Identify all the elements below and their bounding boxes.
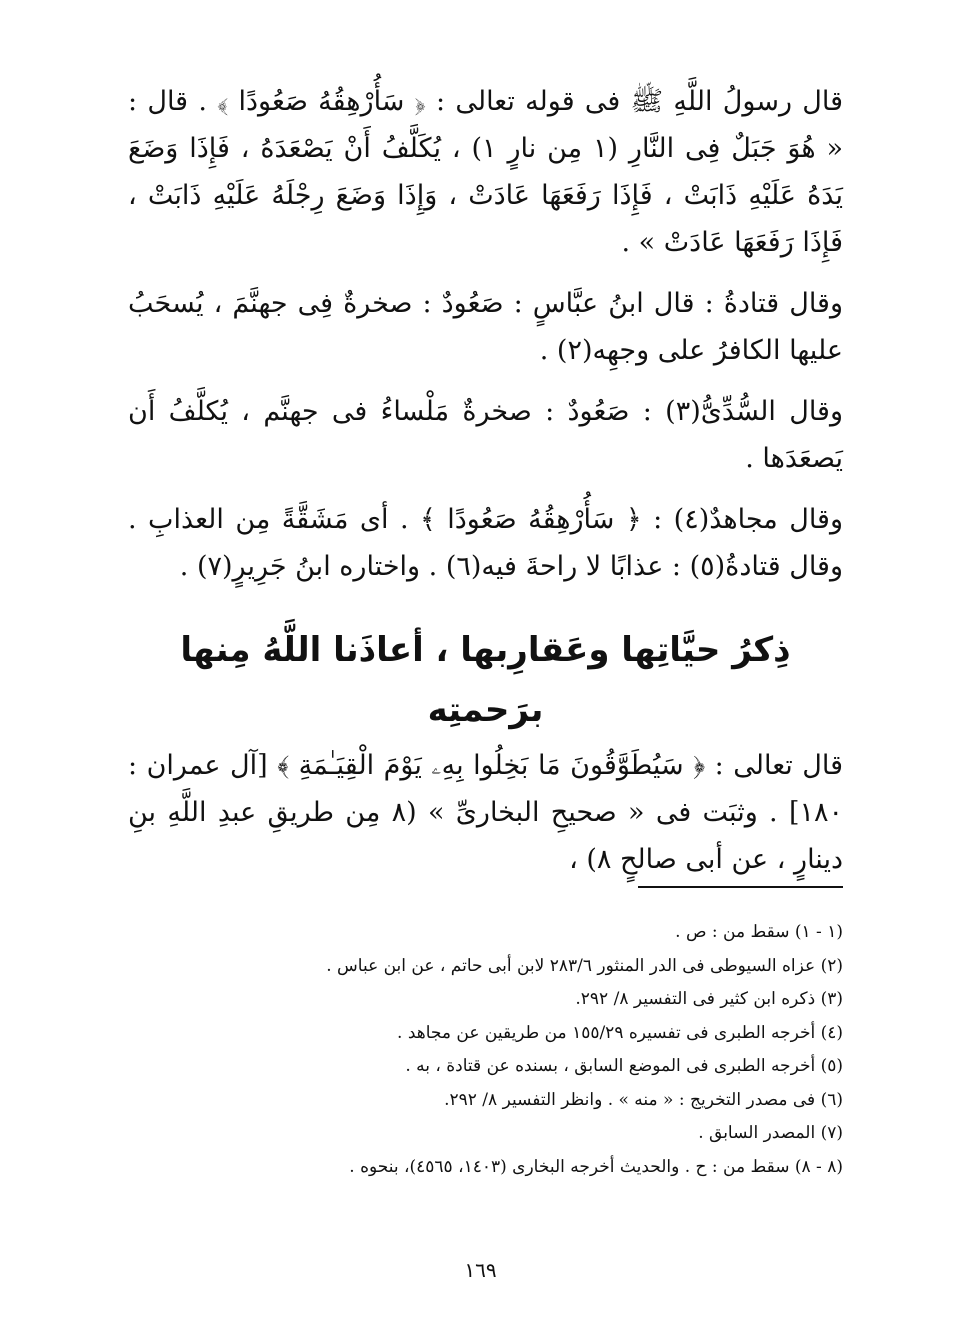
paragraph-hadith: قال رسولُ اللَّهِ ﷺ فى قوله تعالى : ﴿ سَأُرْهِقُهُ صَعُودًا ﴾ . قال : « هُوَ جَبَلٌ فِى النَّارِ (١ مِن نارٍ ١) ، يُكَلَّفُ أَنْ يَصْعَدَهُ ، فَإِذَا وَضَعَ يَدَهُ عَلَيْهِ ذَابَتْ ، فَإِذَا رَفَعَهَا عَادَتْ ، وَإِذَا وَضَعَ رِجْلَهُ عَلَيْهِ ذَابَتْ ، فَإِذَا رَفَعَهَا عَادَتْ » . bbox=[128, 86, 843, 258]
paragraph-mujahid: وقال مجاهدٌ(٤) : ﴿ سَأُرْهِقُهُ صَعُودًا ﴾ . أى مَشَقَّةً مِن العذابِ . وقال قتادةُ(٥) : عذابًا لا راحةَ فيه(٦) . واختاره ابنُ جَرِيرٍ(٧) . bbox=[128, 504, 843, 582]
section-heading: ذِكرُ حيَّاتِها وعَقارِبها ، أعاذَنا اللَّهُ مِنها برَحمتِه bbox=[180, 630, 791, 730]
footnote-item: (٨ - ٨) سقط من : ح . والحديث أخرجه البخارى (١٤٠٣، ٤٥٦٥)، بنحوه . bbox=[349, 1156, 843, 1177]
footnote-separator bbox=[638, 886, 843, 888]
footnote-item: (١ - ١) سقط من : ص . bbox=[675, 922, 843, 942]
main-text bbox=[128, 78, 843, 604]
footnote-item: (٢) عزاه السيوطى فى الدر المنثور ٢٨٣/٦ لابن أبى حاتم ، عن ابن عباس . bbox=[326, 955, 843, 976]
page-number: ١٦٩ bbox=[464, 1258, 497, 1282]
footnote-item: (٧) المصدر السابق . bbox=[698, 1123, 843, 1143]
paragraph-qatada: وقال قتادةُ : قال ابنُ عبَّاسٍ : صَعُودٌ : صخرةٌ فِى جهنَّمَ ، يُسحَبُ عليها الكافرُ على وجهِه(٢) . bbox=[128, 288, 843, 366]
section-text bbox=[128, 742, 843, 897]
footnote-item: (٤) أخرجه الطبرى فى تفسيره ١٥٥/٢٩ من طريقين عن مجاهد . bbox=[397, 1022, 843, 1043]
paragraph-ayah: قال تعالى : ﴿ سَيُطَوَّقُونَ مَا بَخِلُوا بِهِۦ يَوْمَ الْقِيَـٰمَةِ ﴾ [آل عمران : ١٨٠] . وثبَت فى « صحيحِ البخارىِّ » (٨ مِن طريقِ عبدِ اللَّهِ بنِ دينارٍ ، عن أبى صالحٍ ٨) ، bbox=[128, 750, 843, 875]
paragraph-suddi: وقال السُّدِّىُّ(٣) : صَعُودٌ : صخرةٌ مَلْساءُ فى جهنَّم ، يُكلَّفُ أَن يَصعَدَها . bbox=[128, 396, 843, 474]
footnote-item: (٥) أخرجه الطبرى فى الموضع السابق ، بسنده عن قتادة ، به . bbox=[405, 1056, 843, 1076]
footnote-item: (٦) فى مصدر التخريج : « منه » . وانظر التفسير ٨/ ٢٩٢. bbox=[444, 1089, 843, 1110]
section-heading-block bbox=[128, 620, 843, 740]
footnote-item: (٣) ذكره ابن كثير فى التفسير ٨/ ٢٩٢. bbox=[575, 989, 843, 1009]
footnotes bbox=[200, 916, 843, 1184]
